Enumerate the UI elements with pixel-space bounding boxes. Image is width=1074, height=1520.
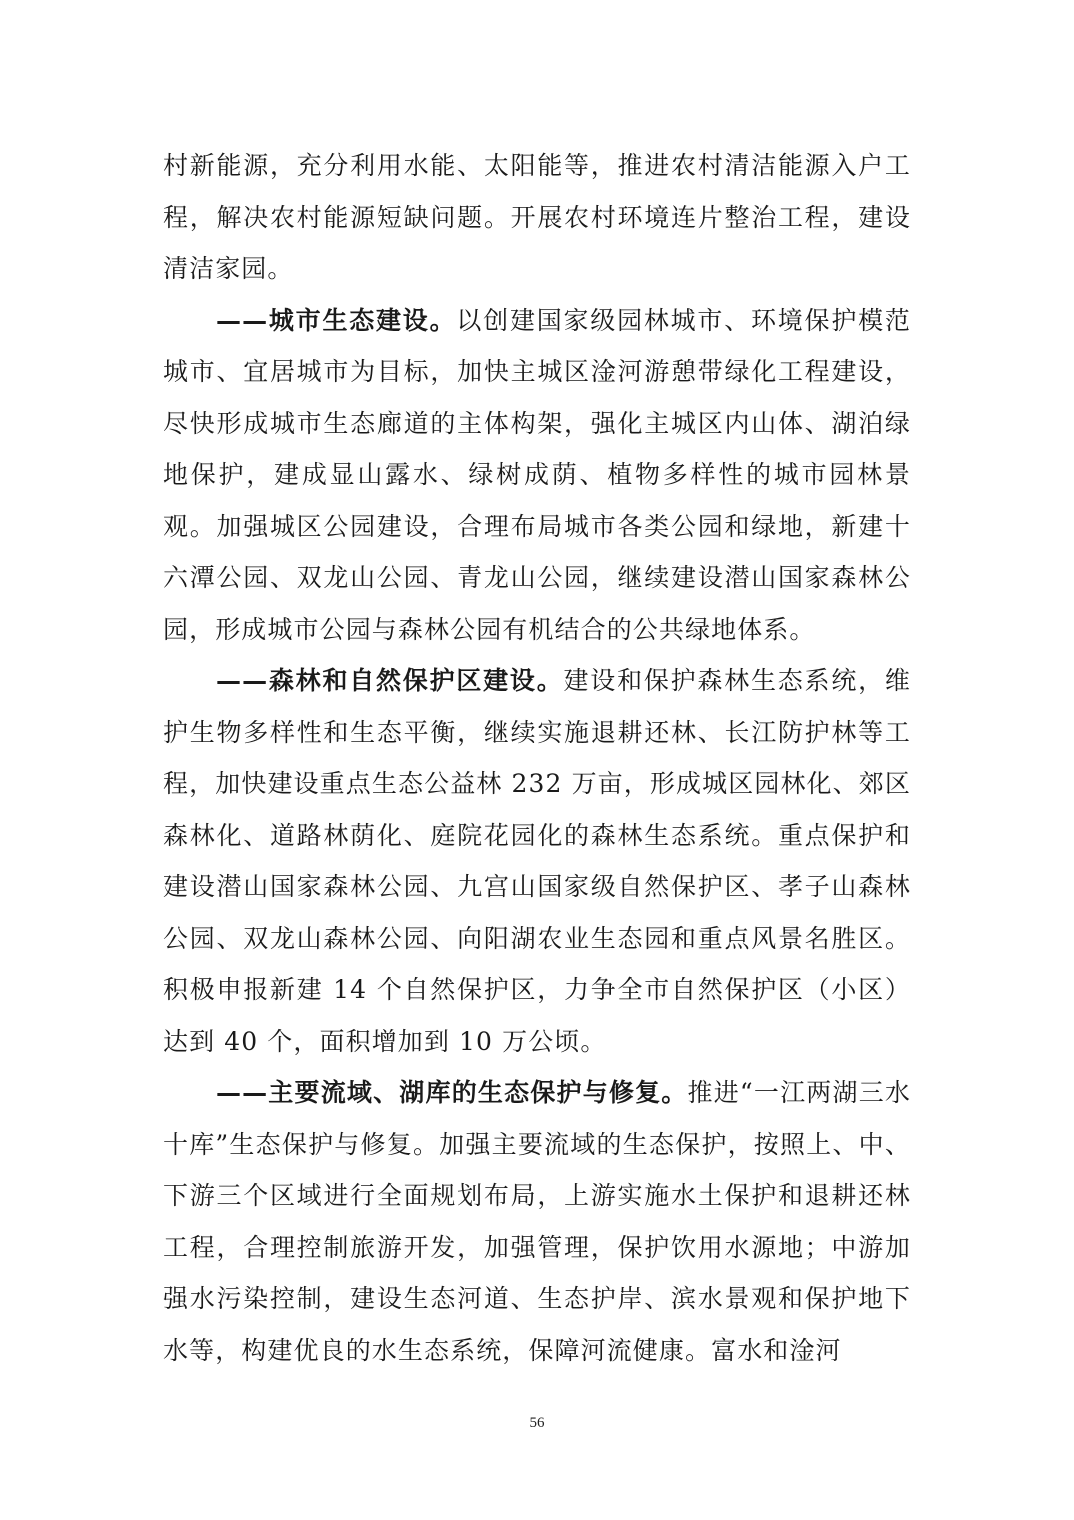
paragraph-urban-ecology [163,295,911,656]
paragraph-text: 建设和保护森林生态系统，维护生物多样性和生态平衡，继续实施退耕还林、长江防护林等工程，加快建设重点生态公益林 232 万亩，形成城区园林化、郊区森林化、道路林荫化、庭院花园化的森林生态系统。重点保护和建设潜山国家森林公园、九宫山国家级自然保护区、孝子山森林公园、双龙山森林公园、向阳湖农业生态园和重点风景名胜区。积极申报新建 14 个自然保护区，力争全市自然保护区（小区）达到 40 个，面积增加到 10 万公顷。 [163,666,911,1056]
paragraph-forest-reserves [163,655,911,1067]
page-body [163,140,911,1376]
section-heading-forest-reserves: ——森林和自然保护区建设。 [216,666,564,695]
paragraph-watershed-protection [163,1067,911,1376]
page-number: 56 [529,1415,545,1431]
paragraph-text: 推进“一江两湖三水十库”生态保护与修复。加强主要流域的生态保护，按照上、中、下游三个区域进行全面规划布局，上游实施水土保护和退耕还林工程，合理控制旅游开发，加强管理，保护饮用水源地；中游加强水污染控制，建设生态河道、生态护岸、滨水景观和保护地下水等，构建优良的水生态系统，保障河流健康。富水和淦河 [163,1078,911,1365]
section-heading-urban-ecology: ——城市生态建设。 [216,305,457,335]
paragraph-rural-energy-continued [163,140,911,295]
paragraph-text: 以创建国家级园林城市、环境保护模范城市、宜居城市为目标，加快主城区淦河游憩带绿化工程建设，尽快形成城市生态廊道的主体构架，强化主城区内山体、湖泊绿地保护，建成显山露水、绿树成荫、植物多样性的城市园林景观。加强城区公园建设，合理布局城市各类公园和绿地，新建十六潭公园、双龙山公园、青龙山公园，继续建设潜山国家森林公园，形成城市公园与森林公园有机结合的公共绿地体系。 [163,305,912,644]
paragraph-text: 村新能源，充分利用水能、太阳能等，推进农村清洁能源入户工程，解决农村能源短缺问题。开展农村环境连片整治工程，建设清洁家园。 [163,151,911,283]
section-heading-watershed-protection: ——主要流域、湖库的生态保护与修复。 [216,1078,688,1107]
